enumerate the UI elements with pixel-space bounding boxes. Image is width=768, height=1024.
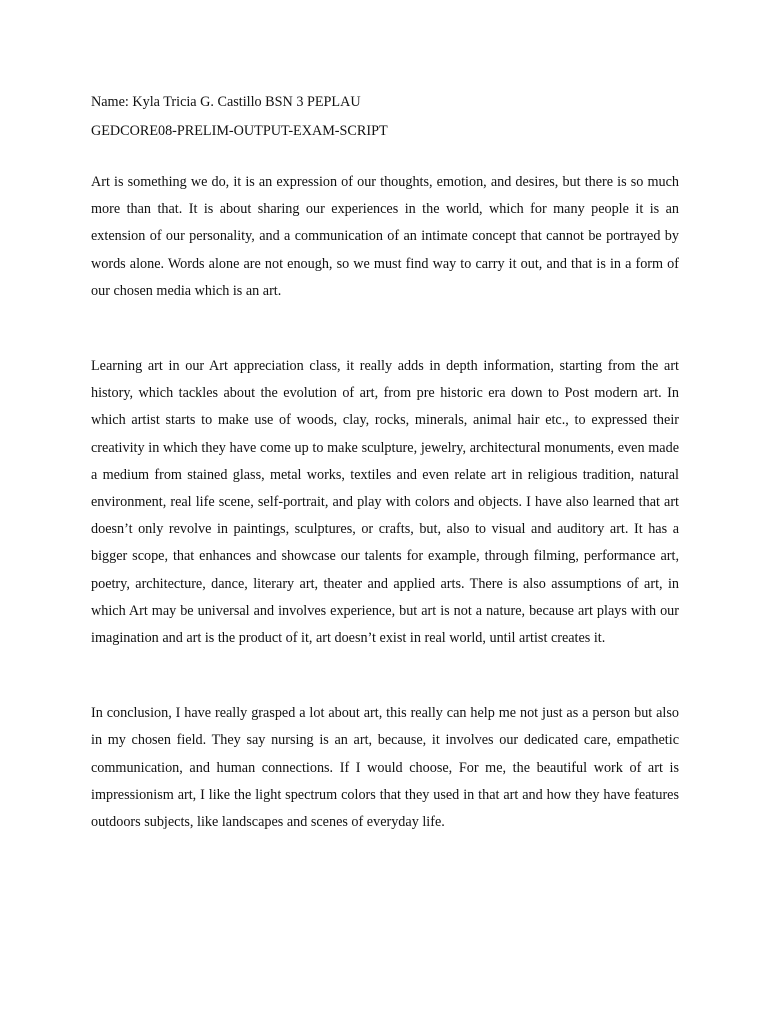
course-code-line: GEDCORE08-PRELIM-OUTPUT-EXAM-SCRIPT (91, 123, 388, 139)
student-name-line: Name: Kyla Tricia G. Castillo BSN 3 PEPLAU (91, 94, 361, 110)
spacer (91, 112, 679, 121)
paragraph-introduction: Art is something we do, it is an expression of our thoughts, emotion, and desires, but there is so much more than that. It is about sharing our experiences in the world, which for many people it is an extension of our personality, and a communication of an intimate concept that cannot be portrayed by words alone. Words alone are not enough, so we must find way to carry it out, and that is in a form of our chosen media which is an art. (91, 174, 679, 299)
spacer (91, 141, 679, 169)
spacer (91, 652, 679, 700)
spacer (91, 305, 679, 353)
paragraph-body: Learning art in our Art appreciation class, it really adds in depth information, starting from the art history, which tackles about the evolution of art, from pre historic era down to Post modern art. In which artist starts to make use of woods, clay, rocks, minerals, animal hair etc., to expressed their creativity in which they have come up to make sculpture, jewelry, architectural monuments, even made a medium from stained glass, metal works, textiles and even relate art in religious tradition, natural environment, real life scene, self-portrait, and play with colors and objects. I have also learned that art doesn’t only revolve in paintings, sculptures, or crafts, but, also to visual and auditory art. It has a bigger scope, that enhances and showcase our talents for example, through filming, performance art, poetry, architecture, dance, literary art, theater and applied arts. There is also assumptions of art, in which Art may be universal and involves experience, but art is not a nature, because art plays with our imagination and art is the product of it, art doesn’t exist in real world, until artist creates it. (91, 358, 679, 647)
document-body (91, 92, 679, 836)
paragraph-conclusion: In conclusion, I have really grasped a lot about art, this really can help me not just as a person but also in my chosen field. They say nursing is an art, because, it involves our dedicated care, empathetic communication, and human connections. If I would choose, For me, the beautiful work of art is impressionism art, I like the light spectrum colors that they used in that art and how they have features outdoors subjects, like landscapes and scenes of everyday life. (91, 705, 679, 831)
